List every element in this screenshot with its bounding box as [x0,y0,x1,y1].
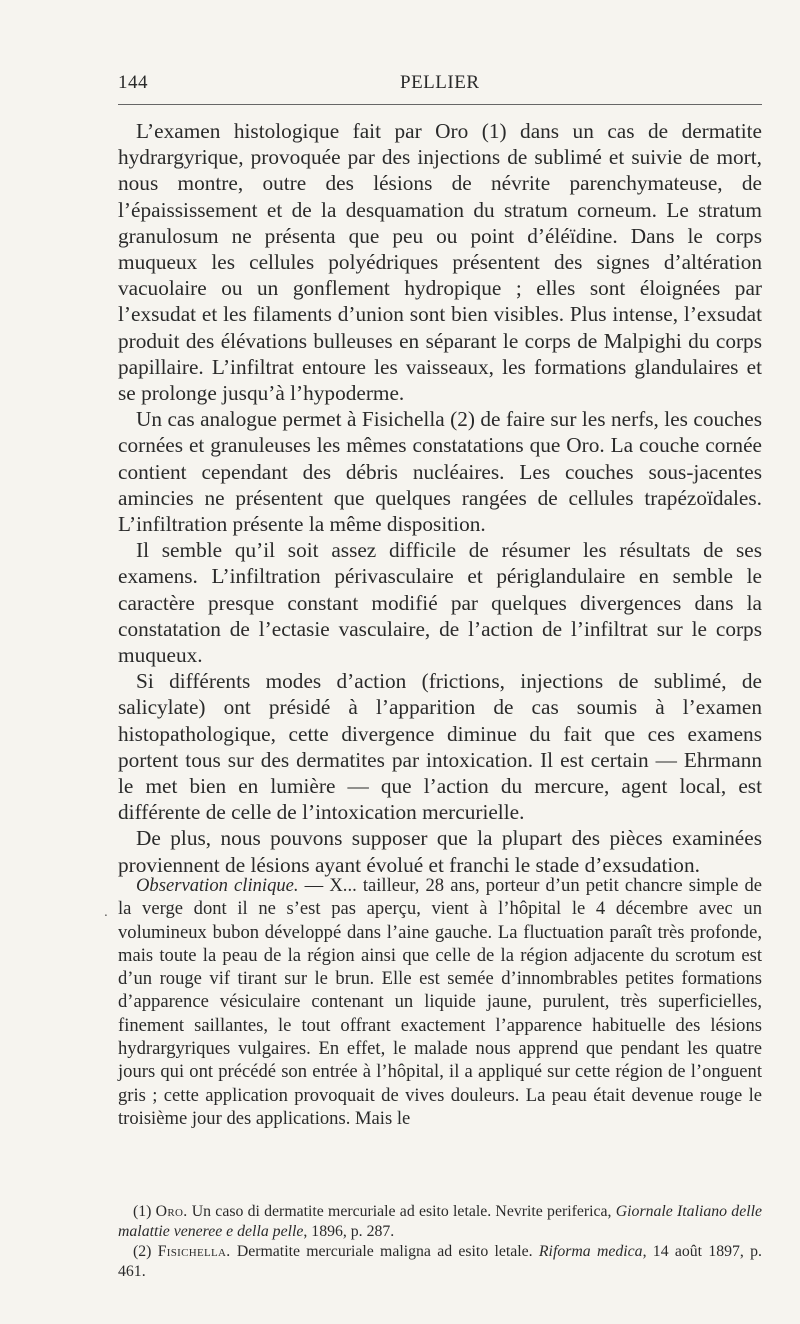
footnote-journal: Riforma medica [538,1243,643,1260]
footnote-reference: , 1896, p. 287. [303,1223,395,1240]
footnote-text: Un caso di dermatite mercuriale ad esito letale. Nevrite periferica, [187,1203,616,1220]
footnote-reference: , 14 août 1897, p. 461. [118,1243,762,1280]
paragraph: Un cas analogue permet à Fisichella (2) de faire sur les nerfs, les couches cornées et granuleuses les mêmes constatations que Oro. La couche cornée contient cependant des débris nucléaires. Les couches sous-jacentes amincies ne présentent que quelques rangées de cellules trapézoïdales. L’infiltration présente la même disposition. [118,407,762,537]
page-header [118,72,762,96]
paragraph: Il semble qu’il soit assez difficile de résumer les résultats de ses examens. L’infiltration périvasculaire et périglandulaire en semble le caractère presque constant modifié par quelques divergences dans la constatation de l’ectasie vasculaire, de l’action de l’infiltrat sur le corps muqueux. [118,538,762,668]
margin-mark: . [104,905,108,919]
footnote-2 [118,1242,762,1282]
paragraph: De plus, nous pouvons supposer que la plupart des pièces examinées proviennent de lésions ayant évolué et franchi le stade d’exsudation. [118,826,762,877]
page-number: 144 [118,72,148,93]
paragraph: Si différents modes d’action (frictions, injections de sublimé, de salicylate) ont présidé à l’apparition de cas soumis à l’examen histopathologique, cette divergence diminue du fait que ces examens portent tous sur des dermatites par intoxication. Il est certain — Ehrmann le met bien en lumière — que l’action du mercure, agent local, est différente de celle de l’intoxication mercurielle. [118,669,762,825]
footnote-journal: Giornale Italiano delle malattie veneree e della pelle [118,1203,762,1240]
observation-label: Observation clinique. [136,875,299,896]
footnotes [118,1202,762,1282]
footnote-author: Fisichella. [157,1243,231,1260]
footnote-author: Oro. [155,1203,188,1220]
clinical-observation [118,874,762,1130]
footnote-1 [118,1202,762,1242]
paragraph: L’examen histologique fait par Oro (1) dans un cas de dermatite hydrargyrique, provoquée par des injections de sublimé et suivie de mort, nous montre, outre des lésions de névrite parenchymateuse, de l’épaississement et de la desquamation du stratum corneum. Le stratum granulosum ne présenta que peu ou point d’éléïdine. Dans le corps muqueux les cellules polyédriques présentent des signes d’altération vacuolaire ou un gonflement hydropique ; elles sont éloignées par l’exsudat et les filaments d’union sont bien visibles. Plus intense, l’exsudat produit des élévations bulleuses en séparant le corps de Malpighi du corps papillaire. L’infiltrat entoure les vaisseaux, les formations glandulaires et se prolonge jusqu’à l’hypoderme. [118,119,762,406]
observation-paragraph [118,874,762,1130]
observation-text: — X... tailleur, 28 ans, porteur d’un petit chancre simple de la verge dont il ne s’est pas aperçu, vient à l’hôpital le 4 décembre avec un volumineux bubon développé dans l’aine gauche. La fluctuation paraît très profonde, mais toute la peau de la région ainsi que celle de la région adjacente du scrotum est d’un rouge vif tirant sur le brun. Elle est semée d’innombrables petites formations d’apparence vésiculaire contenant un liquide jaune, purulent, très superficielles, finement saillantes, le tout offrant exactement l’apparence habituelle des lésions hydrargyriques vulgaires. En effet, le malade nous apprend que pendant les quatre jours qui ont précédé son entrée à l’hôpital, il a appliqué sur cette région de l’onguent gris ; cette application provoquait de vives douleurs. La peau était devenue rouge le troisième jour des applications. Mais le [118,875,762,1129]
running-head: PELLIER [400,72,480,93]
header-rule [118,104,762,105]
main-text [118,118,762,878]
footnote-number: (1) [133,1203,156,1220]
footnote-text: Dermatite mercuriale maligna ad esito letale. [230,1243,539,1260]
footnote-number: (2) [133,1243,158,1260]
